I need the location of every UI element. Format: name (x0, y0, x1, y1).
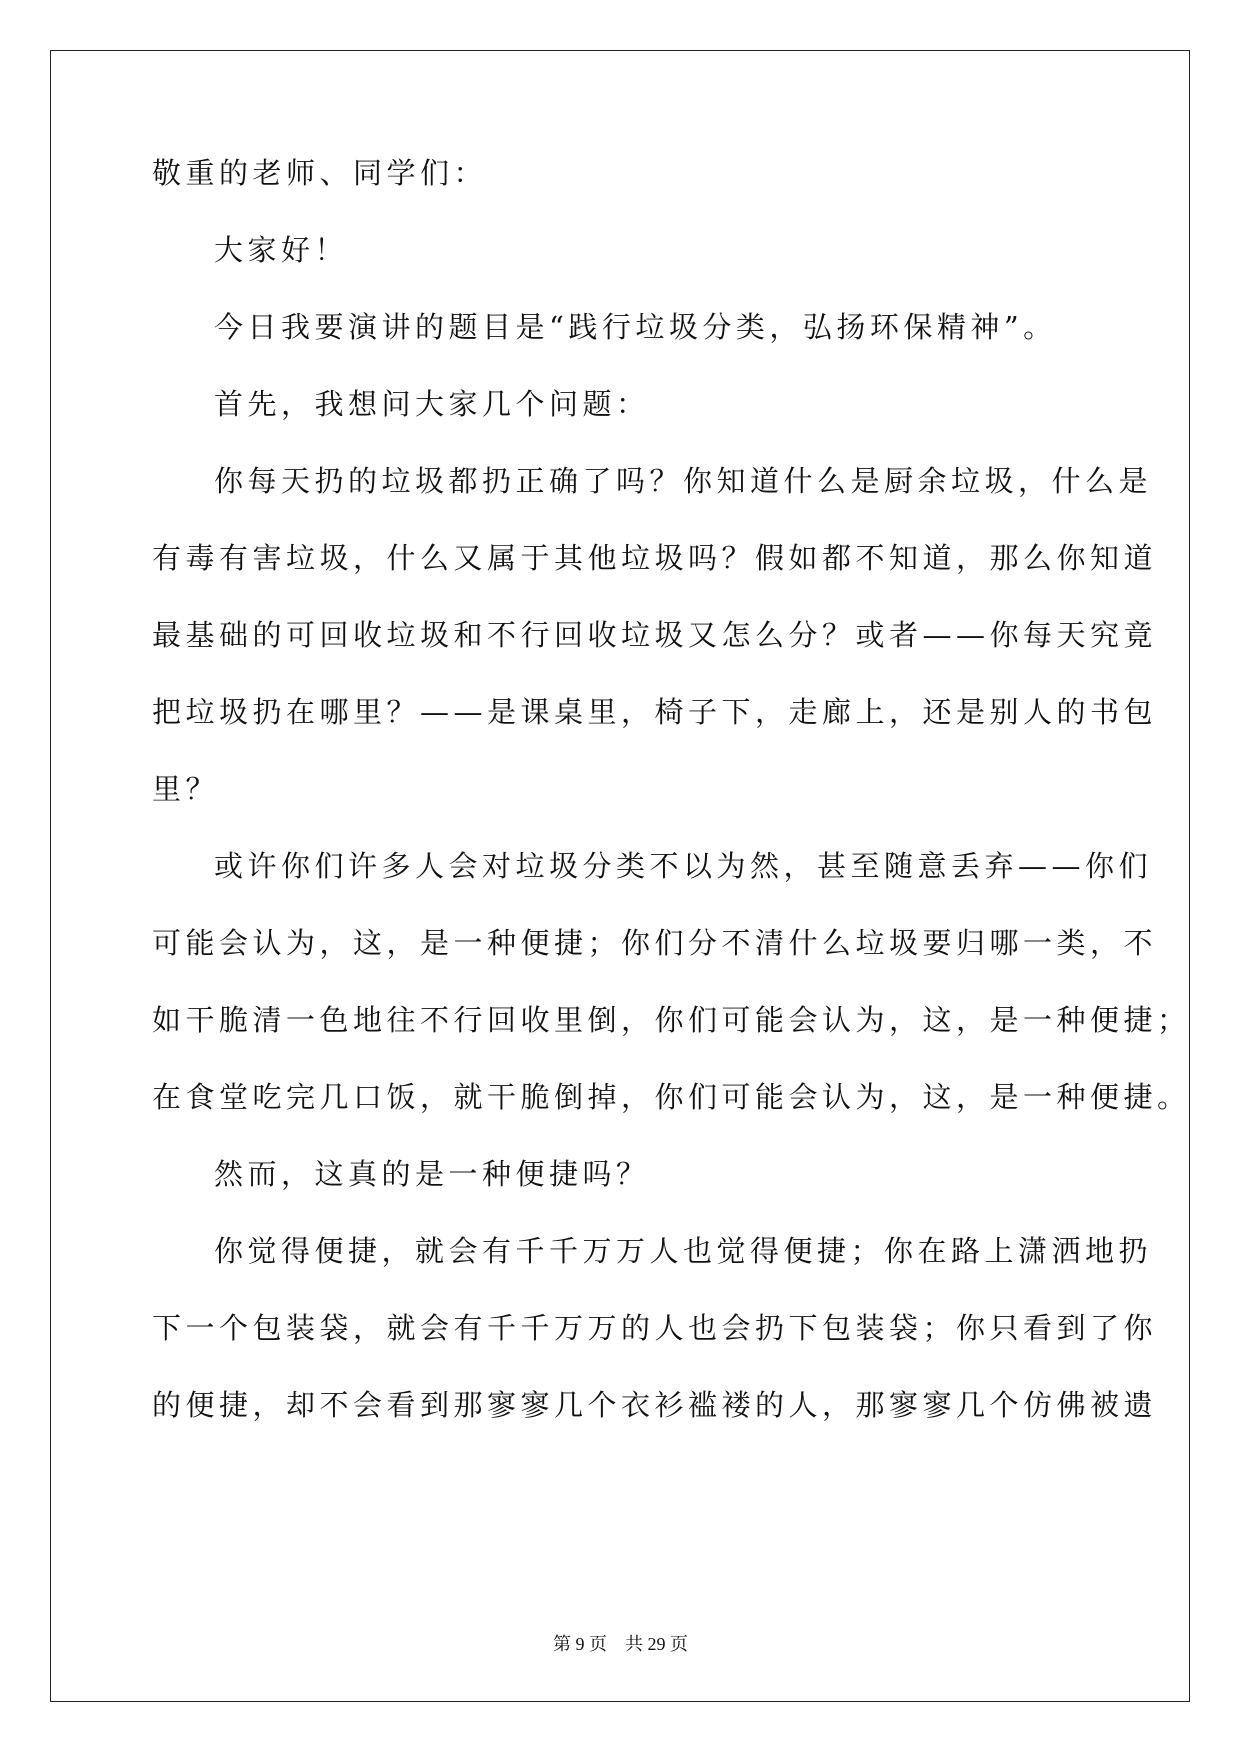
text-line: 然而，这真的是一种便捷吗？ (214, 1157, 650, 1191)
text-line: 下一个包装袋，就会有千千万万的人也会扔下包装袋；你只看到了你 (152, 1311, 1158, 1345)
text-line-greeting: 大家好！ (214, 233, 349, 267)
text-line: 首先，我想问大家几个问题： (214, 387, 650, 421)
text-line: 可能会认为，这，是一种便捷；你们分不清什么垃圾要归哪一类，不 (152, 926, 1158, 960)
total-page-count: 共 29 页 (625, 1634, 688, 1654)
text-line: 在食堂吃完几口饭，就干脆倒掉，你们可能会认为，这，是一种便捷。 (152, 1080, 1191, 1114)
text-line-topic: 今日我要演讲的题目是“践行垃圾分类，弘扬环保精神”。 (214, 310, 1057, 344)
text-line: 把垃圾扔在哪里？——是课桌里，椅子下，走廊上，还是别人的书包 (152, 695, 1158, 729)
current-page-number: 第 9 页 (553, 1634, 607, 1654)
text-line: 你每天扔的垃圾都扔正确了吗？你知道什么是厨余垃圾，什么是 (214, 464, 1153, 498)
page-footer (0, 1632, 1241, 1656)
text-line: 你觉得便捷，就会有千千万万人也觉得便捷；你在路上潇洒地扔 (214, 1234, 1153, 1268)
text-line: 如干脆清一色地往不行回收里倒，你们可能会认为，这，是一种便捷； (152, 1003, 1191, 1037)
text-line-salutation: 敬重的老师、同学们： (152, 156, 488, 190)
text-line: 里？ (152, 772, 220, 806)
text-line: 最基础的可回收垃圾和不行回收垃圾又怎么分？或者——你每天究竟 (152, 618, 1158, 652)
text-line: 或许你们许多人会对垃圾分类不以为然，甚至随意丢弃——你们 (214, 849, 1153, 883)
text-line: 有毒有害垃圾，什么又属于其他垃圾吗？假如都不知道，那么你知道 (152, 541, 1158, 575)
text-line: 的便捷，却不会看到那寥寥几个衣衫褴褛的人，那寥寥几个仿佛被遗 (152, 1388, 1158, 1422)
